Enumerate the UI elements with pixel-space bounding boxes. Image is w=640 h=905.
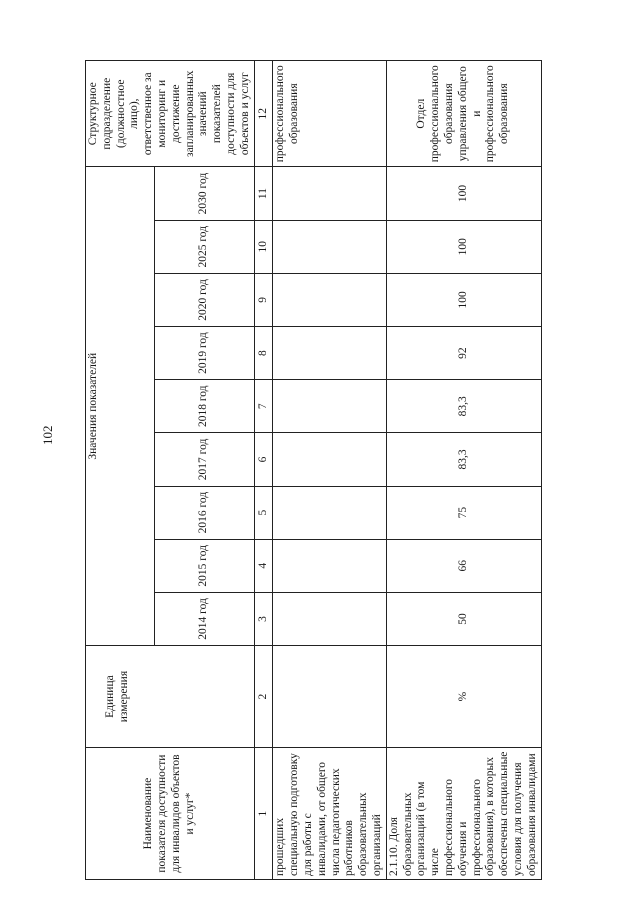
col-num: 4: [254, 539, 273, 592]
year-2019: 2019 год: [154, 327, 254, 380]
header-name: Наименование показателя доступности для инвалидов объектов и услуг*: [86, 748, 255, 880]
table-row: [386, 61, 541, 880]
header-values-group: Значения показателей: [86, 167, 155, 646]
col-num: 8: [254, 327, 273, 380]
year-2018: 2018 год: [154, 380, 254, 433]
row-value: [273, 273, 386, 326]
row-name: прошедших специальную подготовку для работы с инвалидами, от общего числа педагогических работников образовательных организаций: [273, 748, 386, 880]
row-value: [273, 433, 386, 486]
row-value: 100: [386, 273, 541, 326]
col-num: 12: [254, 61, 273, 167]
row-value: 75: [386, 486, 541, 539]
row-unit: %: [386, 646, 541, 748]
row-value: [273, 486, 386, 539]
indicators-table: [85, 60, 542, 880]
row-unit: [273, 646, 386, 748]
row-value: 100: [386, 167, 541, 220]
row-value: [273, 327, 386, 380]
year-2025: 2025 год: [154, 220, 254, 273]
col-num: 6: [254, 433, 273, 486]
col-num: 9: [254, 273, 273, 326]
col-num: 7: [254, 380, 273, 433]
year-2020: 2020 год: [154, 273, 254, 326]
row-value: 92: [386, 327, 541, 380]
col-num: 5: [254, 486, 273, 539]
row-value: 100: [386, 220, 541, 273]
col-num: 11: [254, 167, 273, 220]
row-value: 83,3: [386, 380, 541, 433]
table-row: [273, 61, 386, 880]
row-value: [273, 167, 386, 220]
row-value: 50: [386, 592, 541, 645]
year-2014: 2014 год: [154, 592, 254, 645]
year-2015: 2015 год: [154, 539, 254, 592]
col-num: 1: [254, 748, 273, 880]
row-responsible: Отдел профессионального образования управления общего и профессионального образования: [386, 61, 541, 167]
year-2030: 2030 год: [154, 167, 254, 220]
row-value: [273, 220, 386, 273]
col-num: 2: [254, 646, 273, 748]
header-unit: Единица измерения: [86, 646, 255, 748]
year-2016: 2016 год: [154, 486, 254, 539]
row-value: 83,3: [386, 433, 541, 486]
row-value: 66: [386, 539, 541, 592]
col-num: 10: [254, 220, 273, 273]
rotated-table-container: [85, 60, 585, 880]
year-2017: 2017 год: [154, 433, 254, 486]
row-value: [273, 592, 386, 645]
header-row-1: [86, 61, 155, 880]
row-value: [273, 539, 386, 592]
row-value: [273, 380, 386, 433]
row-name: 2.1.10. Доля образовательных организаций (в том числе профессионального обучения и профессионального образования), в которых обеспечены специальные условия для получения образования инвалидами: [386, 748, 541, 880]
row-responsible: профессионального образования: [273, 61, 386, 167]
page-number: 102: [40, 425, 55, 445]
col-num: 3: [254, 592, 273, 645]
column-numbers-row: [254, 61, 273, 880]
header-responsible: Структурное подразделение (должностное лицо), ответственное за мониторинг и достижение запланированных значений показателей доступности для объектов и услуг: [86, 61, 255, 167]
